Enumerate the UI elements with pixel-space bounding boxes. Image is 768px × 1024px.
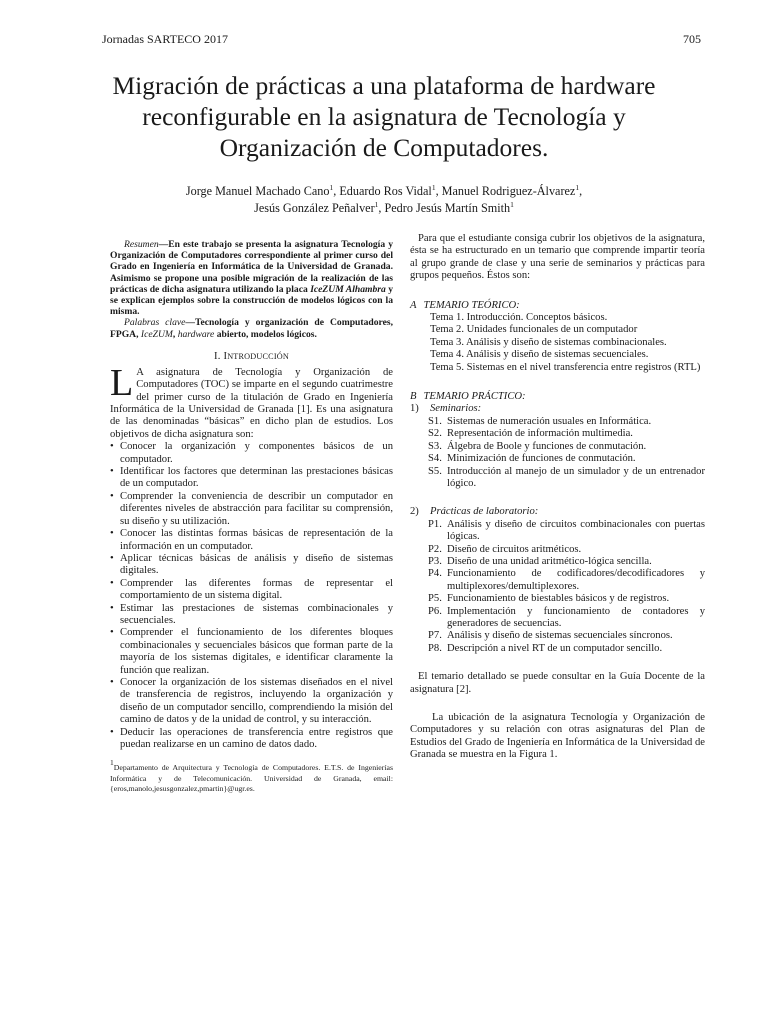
- author: Jesús González Peñalver: [254, 201, 375, 215]
- seminars-heading: [410, 403, 705, 415]
- list-item: [428, 544, 705, 556]
- list-item: [428, 606, 705, 631]
- list-item: Tema 5. Sistemas en el nivel transferencia entre registros (RTL): [430, 361, 701, 373]
- list-item: Tema 2. Unidades funcionales de un computador: [430, 324, 638, 336]
- list-item: [428, 568, 705, 593]
- list-item: • Identificar los factores que determinan las prestaciones básicas de un computador.: [110, 466, 393, 491]
- keywords-text-end: abierto, modelos lógicos.: [214, 328, 317, 340]
- list-item: • Conocer la organización y componentes básicos de un computador.: [110, 441, 393, 466]
- list-label: 1): [410, 403, 419, 415]
- item-text: Sistemas de numeración usuales en Informática.: [447, 415, 652, 427]
- abstract-board-name: IceZUM Alhambra: [310, 283, 386, 295]
- item-code: S2.: [428, 428, 442, 440]
- item-text: Introducción al manejo de un simulador y de un entrenador lógico.: [447, 465, 705, 489]
- list-label: 2): [410, 506, 419, 518]
- section-heading-introduction: [110, 351, 393, 362]
- footnote-text: Departamento de Arquitectura y Tecnología de Computadores. E.T.S. de Ingenierías Informática y de Telecomunicación. Universidad de Granada, email: {eros,manolo,jesusgonzalez,pmartin}@ugr.es.: [110, 763, 393, 794]
- list-title: Seminarios:: [430, 403, 482, 415]
- abstract-text-end: y se explican ejemplos sobre la construcción de modelos lógicos con la misma.: [110, 283, 393, 318]
- item-text: Representación de información multimedia.: [447, 428, 633, 440]
- item-text: Análisis y diseño de circuitos combinacionales con puertas lógicas.: [447, 518, 705, 543]
- author: Jorge Manuel Machado Cano: [185, 184, 330, 198]
- author-separator: ,: [378, 201, 385, 215]
- list-item: • Comprender las diferentes formas de representar el comportamiento de un sistema digital.: [110, 578, 393, 603]
- list-item: [428, 428, 705, 440]
- abstract-dash: —: [158, 239, 169, 250]
- list-item: [428, 466, 705, 491]
- author: Eduardo Ros Vidal: [339, 184, 432, 198]
- list-item: Tema 1. Introducción. Conceptos básicos.: [430, 312, 608, 324]
- item-code: P7.: [428, 630, 442, 642]
- list-item: [428, 630, 705, 642]
- affiliation-mark: 1: [575, 183, 580, 192]
- affiliation-mark: 1: [374, 200, 379, 209]
- intro-text: A asignatura de Tecnología y Organización de Computadores (TOC) se imparte en el segundo cuatrimestre del primer curso de la titulación de Grado en Ingeniería Informática de la Universidad de Granada [1]. Es una asignatura de las denominadas “básicas” en dicho plan de estudios. Los objetivos de dicha asignatura son:: [110, 366, 393, 440]
- list-item: • Conocer las distintas formas básicas de representación de la información en un computador.: [110, 528, 393, 553]
- subsection-label: A: [410, 299, 417, 311]
- list-item: [428, 416, 705, 428]
- list-item: • Deducir las operaciones de transferencia entre registros que puedan realizarse en un camino de datos dado.: [110, 727, 393, 752]
- abstract-label: Resumen: [124, 239, 159, 250]
- paper-title: Migración de prácticas a una plataforma de hardware reconfigurable en la asignatura de Tecnología y Organización de Computadores.: [112, 71, 656, 162]
- page-number: 705: [683, 32, 701, 46]
- keyword-icezum: IceZUM: [140, 328, 173, 340]
- affiliation-mark: 1: [510, 200, 514, 209]
- running-header: Jornadas SARTECO 2017: [102, 32, 228, 46]
- item-text: Implementación y funcionamiento de contadores y generadores de secuencias.: [447, 605, 705, 629]
- item-code: P2.: [428, 543, 442, 555]
- paragraph: La ubicación de la asignatura Tecnología y Organización de Computadores y su relación con otras asignaturas del Plan de Estudios del Grado de Ingeniería en Informática de la Universidad de Granada se muestra en la Figura 1.: [410, 712, 705, 761]
- item-text: Descripción a nivel RT de un computador sencillo.: [447, 642, 663, 654]
- author-list: [80, 183, 688, 217]
- item-text: Funcionamiento de biestables básicos y de registros.: [447, 593, 670, 605]
- list-item: Tema 4. Análisis y diseño de sistemas secuenciales.: [430, 349, 649, 361]
- list-item: Tema 3. Análisis y diseño de sistemas combinacionales.: [430, 336, 667, 348]
- abstract: [110, 239, 393, 340]
- subsection-label: B: [410, 391, 417, 403]
- abstract-text: En este trabajo se presenta la asignatura Tecnología y Organización de Computadores correspondiente al primer curso del Grado en Ingeniería en Informática de la Universidad de Granada. Asimismo se propone una posible migración de la realización de las prácticas de dicha asignatura utilizando la placa: [110, 239, 393, 295]
- subsection-title: TEMARIO PRÁCTICO:: [423, 391, 526, 403]
- paragraph: Para que el estudiante consiga cubrir los objetivos de la asignatura, ésta se ha estructurado en un temario que comprende impartir teoría al grupo grande de clase y una serie de seminarios y prácticas para grupos pequeños. Éstos son:: [410, 233, 705, 282]
- list-item: • Comprender el funcionamiento de los diferentes bloques combinacionales y secuenciales básicos que forman parte de la mayoría de los sistemas digitales, e identificar claramente la función que realizan.: [110, 627, 393, 677]
- footnote-mark: 1: [110, 758, 114, 768]
- list-item: • Aplicar técnicas básicas de análisis y diseño de sistemas digitales.: [110, 553, 393, 578]
- item-code: P6.: [428, 605, 442, 617]
- item-text: Funcionamiento de codificadores/decodificadores y multiplexores/demultiplexores.: [447, 568, 705, 592]
- section-number: I.: [214, 350, 224, 362]
- author-separator: ,: [435, 184, 442, 198]
- author-separator: ,: [333, 184, 340, 198]
- item-code: S3.: [428, 440, 442, 452]
- list-item: • Conocer la organización de los sistemas diseñados en el nivel de transferencia de registros, incluyendo la organización y diseño de un computador sencillo, comprendiendo la misión del camino de datos y de la unidad de control, y su interacción.: [110, 677, 393, 727]
- drop-cap: L: [110, 361, 134, 404]
- author-separator: ,: [579, 184, 583, 198]
- author: Pedro Jesús Martín Smith: [384, 201, 511, 215]
- keywords-dash: —: [185, 317, 195, 329]
- section-title-initial: I: [223, 350, 228, 362]
- list-item: • Comprender la conveniencia de describir un computador en diferentes niveles de abstracción para facilitar su comprensión, su diseño y su utilización.: [110, 491, 393, 528]
- list-item: • Estimar las prestaciones de sistemas combinacionales y secuenciales.: [110, 603, 393, 628]
- list-title: Prácticas de laboratorio:: [430, 506, 539, 518]
- list-item: [428, 643, 705, 655]
- lab-practices-heading: [410, 506, 705, 518]
- list-item: [428, 556, 705, 568]
- keywords-separator: ,: [172, 328, 178, 340]
- paragraph: El temario detallado se puede consultar en la Guía Docente de la asignatura [2].: [410, 671, 705, 695]
- item-code: P4.: [428, 568, 442, 580]
- item-code: P5.: [428, 593, 442, 605]
- keywords-label: Palabras clave: [124, 317, 186, 329]
- keyword-hardware: hardware: [177, 328, 215, 340]
- list-item: [428, 593, 705, 605]
- item-text: Diseño de circuitos aritméticos.: [447, 543, 582, 555]
- item-text: Análisis y diseño de sistemas secuenciales síncronos.: [447, 630, 673, 642]
- left-column: [110, 239, 393, 795]
- section-title-rest: NTRODUCCIÓN: [227, 351, 289, 361]
- item-text: Minimización de funciones de conmutación.: [447, 453, 636, 465]
- item-code: P3.: [428, 555, 442, 567]
- list-item: [428, 453, 705, 465]
- subsection-heading-practice: [410, 391, 705, 403]
- affiliation-mark: 1: [329, 183, 334, 192]
- list-item: [428, 519, 705, 544]
- author: Manuel Rodriguez-Álvarez: [441, 184, 576, 198]
- affiliation-mark: 1: [431, 183, 436, 192]
- keywords-text: Tecnología y organización de Computadores, FPGA,: [110, 317, 393, 340]
- item-code: S4.: [428, 453, 442, 465]
- right-column: [410, 233, 705, 762]
- item-code: P8.: [428, 642, 442, 654]
- item-text: Álgebra de Boole y funciones de conmutación.: [447, 440, 647, 452]
- subsection-title: TEMARIO TEÓRICO:: [423, 299, 520, 311]
- objectives-list: [110, 441, 393, 751]
- footnote: [110, 758, 393, 794]
- subsection-heading-theory: [410, 300, 705, 312]
- item-code: P1.: [428, 518, 442, 530]
- item-code: S1.: [428, 415, 442, 427]
- list-item: [428, 441, 705, 453]
- item-code: S5.: [428, 465, 442, 477]
- intro-paragraph: [110, 361, 393, 441]
- item-text: Diseño de una unidad aritmético-lógica sencilla.: [447, 555, 652, 567]
